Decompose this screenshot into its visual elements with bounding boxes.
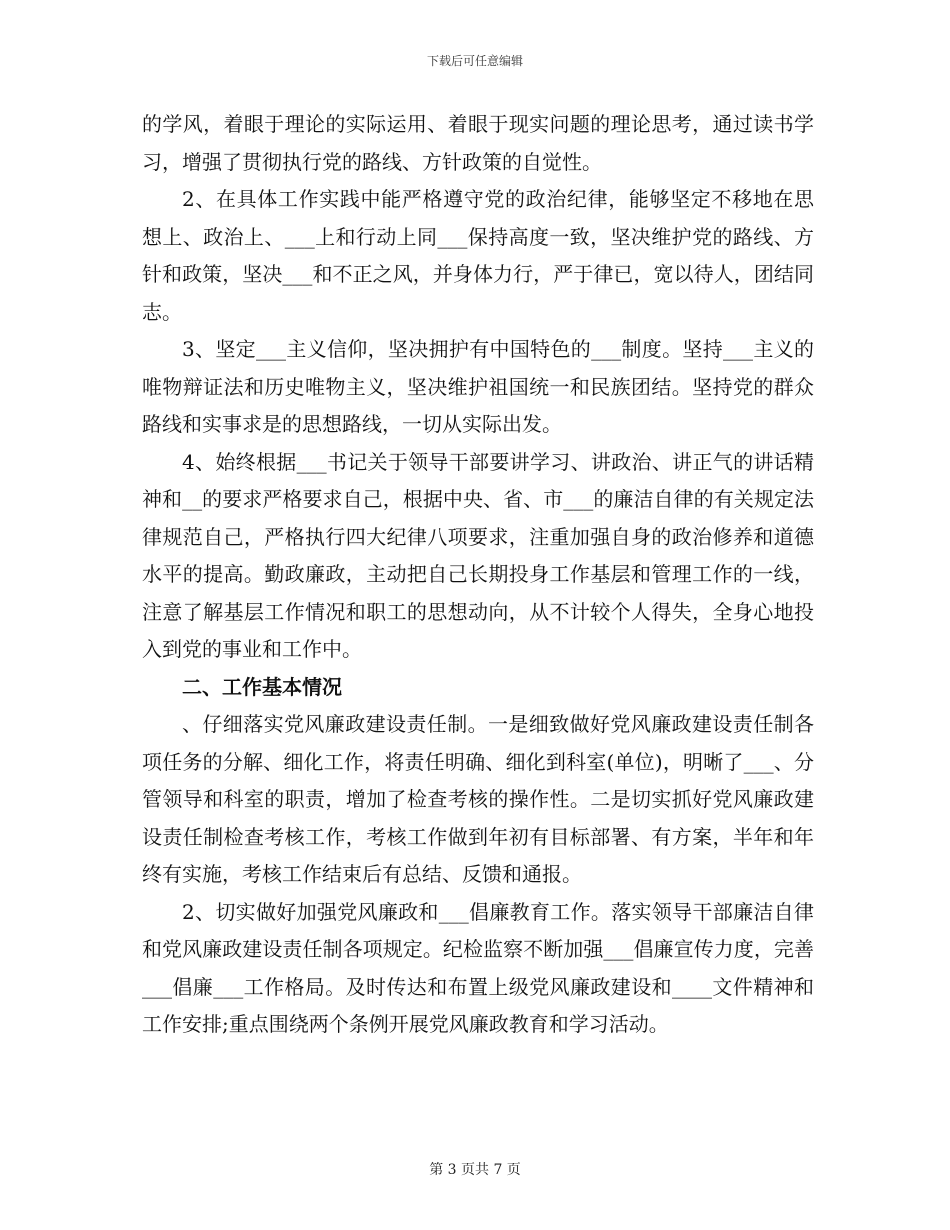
page-header: 下载后可任意编辑 <box>426 54 523 68</box>
paragraph-responsibility-system: 、仔细落实党风廉政建设责任制。一是细致做好党风廉政建设责任制各项任务的分解、细化工作，将责任明确、细化到科室(单位)，明晰了___、分管领导和科室的职责，增加了检查考核的操作性。二是切实抓好党风廉政建设责任制检查考核工作，考核工作做到年初有目标部署、有方案，半年和年终有实施，考核工作结束后有总结、反馈和通报。 <box>142 712 814 886</box>
paragraph-education-work: 2、切实做好加强党风廉政和___倡廉教育工作。落实领导干部廉洁自律和党风廉政建设责任制各项规定。纪检监察不断加强___倡廉宣传力度，完善___倡廉___工作格局。及时传达和布置上级党风廉政建设和____文件精神和工作安排;重点围绕两个条例开展党风廉政教育和学习活动。 <box>142 899 814 1036</box>
document-body <box>142 106 814 1044</box>
paragraph-firm-belief: 3、坚定___主义信仰，坚决拥护有中国特色的___制度。坚持___主义的唯物辩证法和历史唯物主义，坚决维护祖国统一和民族团结。坚持党的群众路线和实事求是的思想路线，一切从实际出发。 <box>142 337 814 436</box>
page-footer: 第 3 页共 7 页 <box>429 1162 521 1178</box>
paragraph-political-discipline: 2、在具体工作实践中能严格遵守党的政治纪律，能够坚定不移地在思想上、政治上、___上和行动上同___保持高度一致，坚决维护党的路线、方针和政策，坚决___和不正之风，并身体力行，严于律已，宽以待人，团结同志。 <box>142 187 814 324</box>
paragraph-self-discipline: 4、始终根据___书记关于领导干部要讲学习、讲政治、讲正气的讲话精神和__的要求严格要求自己，根据中央、省、市___的廉洁自律的有关规定法律规范自己，严格执行四大纪律八项要求，注重加强自身的政治修养和道德水平的提高。勤政廉政，主动把自己长期投身工作基层和管理工作的一线，注意了解基层工作情况和职工的思想动向，从不计较个人得失，全身心地投入到党的事业和工作中。 <box>142 449 814 661</box>
paragraph-study-style: 的学风，着眼于理论的实际运用、着眼于现实问题的理论思考，通过读书学习，增强了贯彻执行党的路线、方针政策的自觉性。 <box>142 112 814 174</box>
section-heading-work-status: 二、工作基本情况 <box>182 674 342 699</box>
